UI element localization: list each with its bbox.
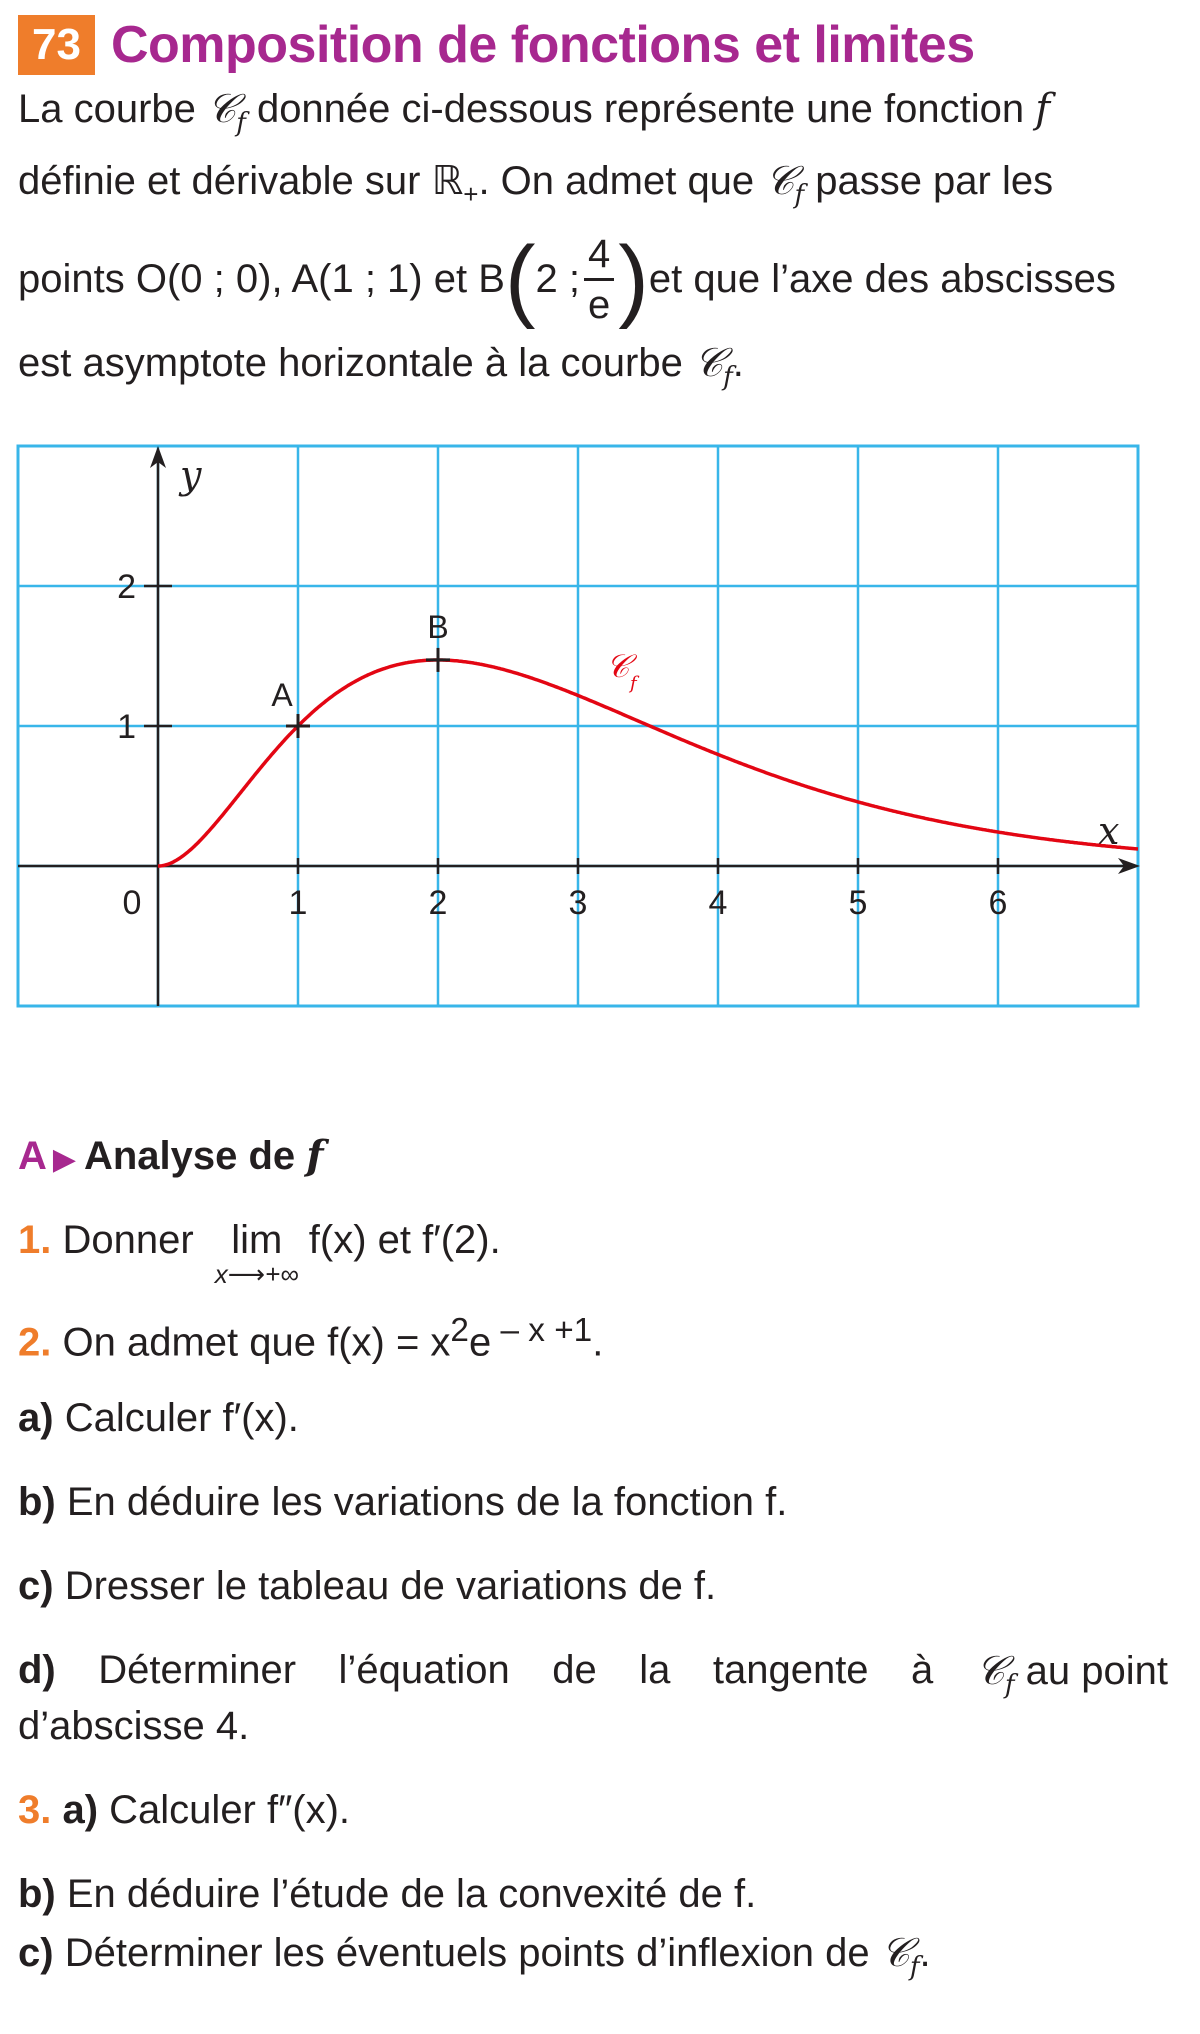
question-text: On admet que f(x) = x: [51, 1320, 451, 1365]
curve-subscript: f: [909, 1952, 920, 1982]
question-text: Calculer f′(x).: [53, 1396, 299, 1440]
intro-line-2: [18, 152, 1168, 224]
question-3a: [18, 1788, 350, 1833]
section-a-heading: [18, 1132, 324, 1179]
question-text: .: [919, 1931, 931, 1975]
intro-text: définie et dérivable sur ℝ: [18, 159, 464, 203]
curve-label: 𝒞: [606, 647, 630, 685]
question-text: au point: [1014, 1649, 1168, 1693]
question-text: Dresser le tableau de variations de f.: [53, 1564, 717, 1608]
fraction-denominator: e: [588, 282, 611, 327]
intro-text: donnée ci-dessous représente une fonction: [245, 87, 1036, 131]
sub-question-label: b): [18, 1872, 56, 1916]
question-text: Donner: [51, 1218, 205, 1262]
lim-word: lim: [231, 1218, 283, 1262]
lim-subscript: x⟶+∞: [214, 1259, 299, 1289]
curve-symbol: 𝒞: [975, 1648, 1005, 1694]
question-text: d’abscisse 4.: [18, 1704, 250, 1748]
question-word: Déterminer: [98, 1648, 297, 1692]
exponent: 2: [450, 1312, 469, 1349]
curve-subscript: f: [723, 362, 733, 392]
question-text: En déduire l’étude de la convexité de f.: [55, 1872, 757, 1916]
curve-symbol: 𝒞: [693, 340, 724, 386]
domain-subscript: +: [463, 179, 479, 209]
question-text: En déduire les variations de la fonction f.: [55, 1480, 788, 1524]
exercise-header: [18, 14, 975, 76]
sub-question-label: b): [18, 1480, 56, 1524]
question-text: e: [468, 1320, 492, 1365]
sub-question-label: c): [18, 1931, 54, 1975]
exponent: – x +1: [491, 1312, 593, 1349]
frac-left: 2 ;: [535, 257, 580, 301]
exercise-title: Composition de fonctions et limites: [110, 16, 975, 74]
question-2: [18, 1312, 603, 1365]
question-word: à: [911, 1648, 934, 1692]
question-text: .: [592, 1320, 604, 1365]
limit-expression: [215, 1218, 299, 1290]
question-text: Calculer f″(x).: [98, 1788, 351, 1832]
section-title-f: f: [306, 1132, 324, 1179]
intro-text: La courbe: [18, 87, 208, 131]
question-text: Déterminer les éventuels points d’inflexion de: [53, 1931, 881, 1975]
sub-question-label: c): [18, 1564, 54, 1608]
x-tick-label: 4: [708, 884, 728, 922]
question-2c: [18, 1564, 716, 1609]
curve-label-subscript: f: [630, 673, 637, 694]
exercise-number-badge: 73: [18, 15, 95, 75]
question-number: 2.: [18, 1320, 52, 1365]
intro-text: .: [732, 341, 744, 385]
function-name: f: [1035, 86, 1051, 132]
question-3b: [18, 1872, 756, 1917]
section-letter: A: [18, 1134, 47, 1178]
intro-text: passe par les: [804, 159, 1054, 203]
x-tick-label: 0: [122, 884, 142, 922]
x-axis-label: x: [1098, 809, 1120, 853]
y-tick-label: 1: [117, 708, 136, 746]
fraction: [584, 230, 614, 329]
question-word: tangente: [712, 1648, 869, 1692]
question-2b: [18, 1480, 787, 1525]
question-word: la: [639, 1648, 671, 1692]
point-b-coordinates: ( 2 ; $\frac{4}{e}$ ): [504, 228, 649, 330]
question-2a: [18, 1396, 299, 1441]
curve-symbol: 𝒞: [765, 158, 795, 204]
curve-subscript: f: [236, 108, 246, 138]
question-word: l’équation: [338, 1648, 510, 1692]
section-title: Analyse de: [83, 1134, 307, 1178]
intro-paragraph: [18, 80, 1168, 406]
sub-question-label: a): [51, 1788, 99, 1832]
intro-line-1: [18, 80, 1168, 152]
x-tick-label: 3: [568, 884, 588, 922]
question-2d: [18, 1648, 1168, 1700]
point-label: A: [271, 677, 293, 713]
section-arrow-icon: ▶: [52, 1143, 76, 1176]
curve-cf: [158, 660, 1138, 866]
x-tick-label: 6: [988, 884, 1008, 922]
curve-subscript: f: [794, 180, 805, 210]
question-3c: [18, 1930, 931, 1982]
question-text: f(x) et f′(2).: [308, 1218, 501, 1262]
question-number: 1.: [18, 1218, 52, 1262]
point-label: B: [427, 608, 449, 645]
sub-question-label: a): [18, 1396, 54, 1440]
x-tick-label: 1: [288, 884, 308, 922]
curve-symbol: 𝒞: [880, 1930, 910, 1976]
sub-question-label: d): [18, 1648, 56, 1692]
x-tick-label: 2: [428, 884, 448, 922]
fraction-numerator: 4: [584, 230, 614, 281]
function-chart: [0, 430, 1200, 1030]
y-axis-label: y: [180, 453, 202, 497]
question-word: de: [552, 1648, 597, 1692]
curve-subscript: f: [1004, 1670, 1015, 1700]
curve-symbol: 𝒞: [207, 86, 237, 132]
intro-line-3: [18, 224, 1168, 334]
x-tick-label: 5: [848, 884, 868, 922]
intro-text: est asymptote horizontale à la courbe: [18, 341, 694, 385]
intro-text: et que l’axe des abscisses: [648, 257, 1116, 301]
intro-text: points O(0 ; 0), A(1 ; 1) et B: [18, 257, 505, 301]
question-number: 3.: [18, 1788, 52, 1832]
question-2d-line-2: [18, 1704, 249, 1749]
question-1: [18, 1218, 501, 1290]
y-tick-label: 2: [117, 568, 136, 606]
intro-text: . On admet que: [478, 159, 766, 203]
intro-line-4: [18, 334, 1168, 406]
